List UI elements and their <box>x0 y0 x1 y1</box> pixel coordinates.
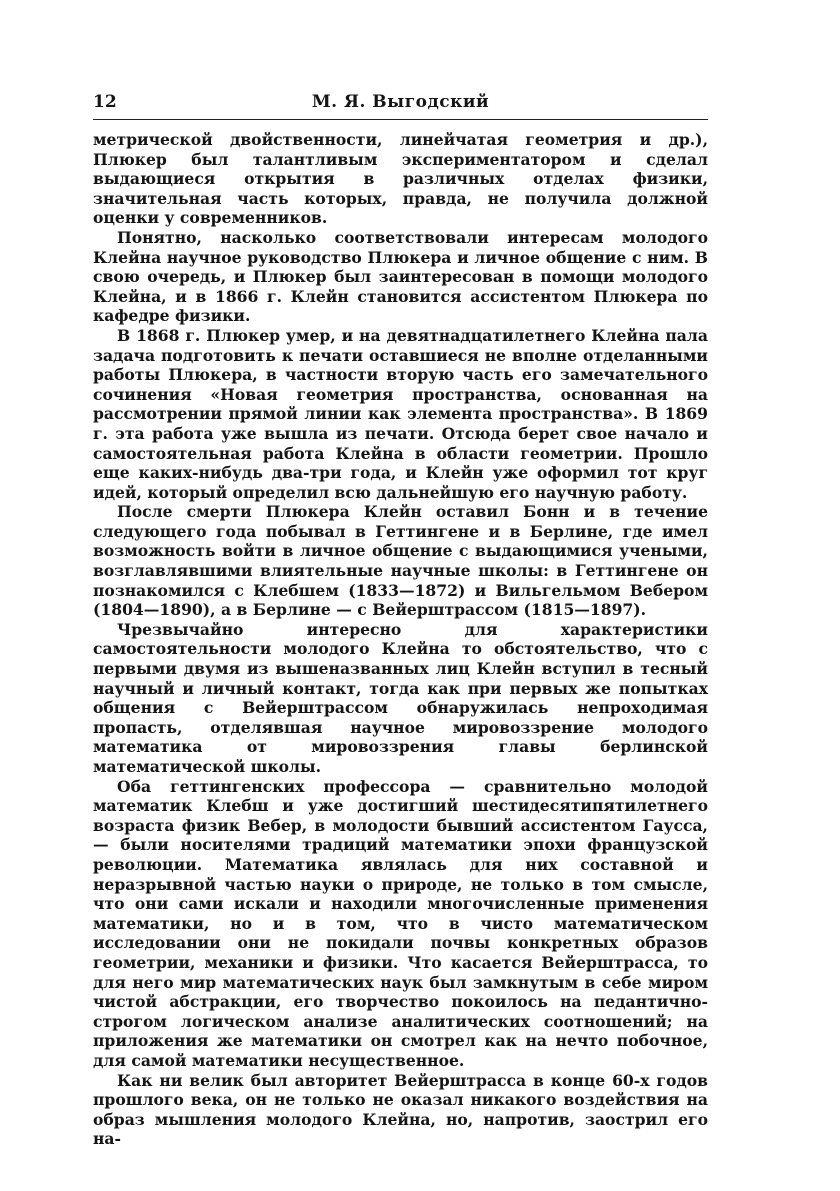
paragraph-2: Понятно, насколько соответствовали интересам молодого Клейна научное руководство Плюкера и личное общение с ним. В свою очередь, и Плюкер был заинтересован в помощи молодого Клейна, и в 1866 г. Клейн становится ассистентом Плюкера по кафедре физики. <box>93 227 708 326</box>
paragraph-3: В 1868 г. Плюкер умер, и на девятнадцатилетнего Клейна пала задача подготовить к печати оставшиеся не вполне отделанными работы Плюкера, в частности вторую часть его замечательного сочинения «Новая геометрия пространства, основанная на рассмотрении прямой линии как элемента пространства». В 1869 г. эта работа уже вышла из печати. Отсюда берет свое начало и самостоятельная работа Клейна в области геометрии. Прошло еще каких-нибудь два-три года, и Клейн уже оформил тот круг идей, который определил всю дальнейшую его научную работу. <box>93 325 708 502</box>
running-title: М. Я. Выгодский <box>311 92 490 112</box>
paragraph-7: Как ни велик был авторитет Вейерштрасса в конце 60-х годов прошлого века, он не только не оказал никакого воздействия на образ мышления молодого Клейна, но, напротив, заострил его на- <box>93 1070 708 1149</box>
paragraph-5: Чрезвычайно интересно для характеристики самостоятельности молодого Клейна то обстоятельство, что с первыми двумя из вышеназванных лиц Клейн вступил в тесный научный и личный контакт, тогда как при первых же попытках общения с Вейерштрассом обнаружилась непроходимая пропасть, отделявшая научное мировоззрение молодого математика от мировоззрения главы берлинской математической школы. <box>93 619 708 776</box>
header-rule <box>93 119 708 120</box>
page-header <box>93 92 708 122</box>
paragraph-6: Оба геттингенских профессора — сравнительно молодой математик Клебш и уже достигший шестидесятипятилетнего возраста физик Вебер, в молодости бывший ассистентом Гаусса, — были носителями традиций математики эпохи французской революции. Математика являлась для них составной и неразрывной частью науки о природе, не только в том смысле, что они сами искали и находили многочисленные применения математики, но и в том, что в чисто математическом исследовании они не покидали почвы конкретных образов геометрии, механики и физики. Что касается Вейерштрасса, то для него мир математических наук был замкнутым в себе миром чистой абстракции, его творчество покоилось на педантично-строгом логическом анализе аналитических соотношений; на приложения же математики он смотрел как на нечто побочное, для самой математики несущественное. <box>93 776 708 1070</box>
body-text <box>93 130 708 1149</box>
page-number: 12 <box>93 92 117 112</box>
paragraph-1: метрической двойственности, линейчатая геометрия и др.), Плюкер был талантливым экспериментатором и сделал выдающиеся открытия в различных отделах физики, значительная часть которых, правда, не получила должной оценки у современников. <box>93 130 708 228</box>
paragraph-4: После смерти Плюкера Клейн оставил Бонн и в течение следующего года побывал в Геттингене и в Берлине, где имел возможность войти в личное общение с выдающимися учеными, возглавлявшими влиятельные научные школы: в Геттингене он познакомился с Клебшем (1833—1872) и Вильгельмом Вебером (1804—1890), а в Берлине — с Вейерштрассом (1815—1897). <box>93 502 708 620</box>
